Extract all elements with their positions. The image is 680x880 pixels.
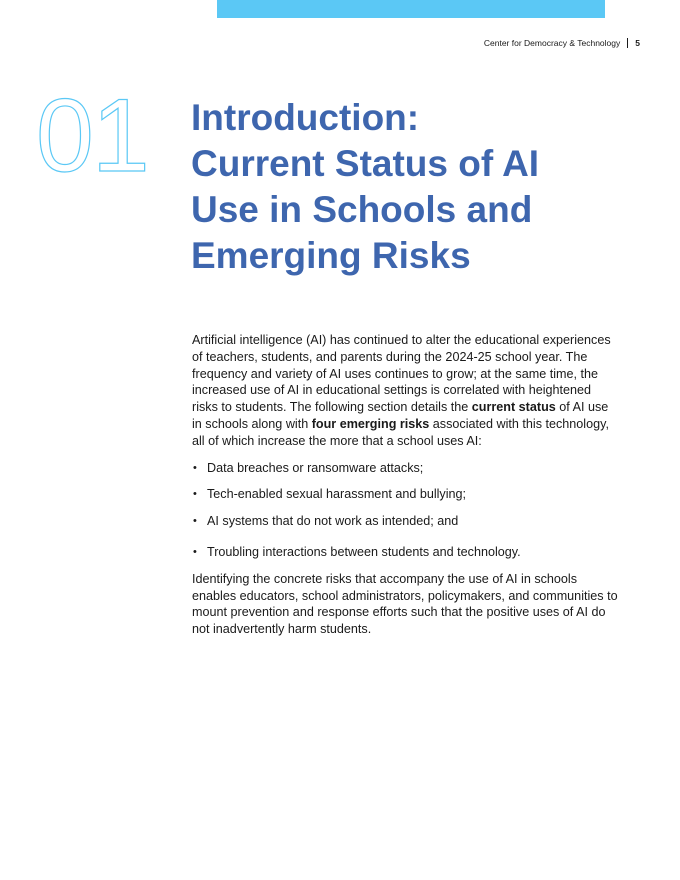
- title-line: Use in Schools and: [191, 189, 533, 230]
- list-item: • Data breaches or ransomware attacks;: [192, 460, 620, 477]
- top-accent-bar: [217, 0, 605, 18]
- closing-paragraph: Identifying the concrete risks that accompany the use of AI in schools enables educators, school administrators, policymakers, and communities to mount prevention and response efforts such that the positive uses of AI do not inadvertently harm students.: [192, 571, 618, 637]
- chapter-title: [191, 95, 611, 279]
- intro-paragraph: [192, 332, 620, 450]
- organization-name: Center for Democracy & Technology: [483, 38, 621, 48]
- chapter-number: 01: [36, 78, 148, 194]
- intro-text: associated with this technology, all of which increase the more that a school uses AI:: [192, 416, 609, 448]
- risk-list: [192, 460, 620, 561]
- emphasis-four-risks: four emerging risks: [311, 416, 430, 431]
- header-divider: [627, 38, 628, 48]
- running-header: [484, 38, 640, 48]
- list-item: • Tech-enabled sexual harassment and bullying;: [192, 486, 620, 503]
- emphasis-current-status: current status: [471, 400, 556, 415]
- title-line: Current Status of AI: [191, 143, 540, 184]
- page-number: 5: [635, 38, 640, 48]
- body-text: [192, 332, 620, 638]
- list-item: • AI systems that do not work as intended; and: [192, 513, 620, 530]
- title-line: Emerging Risks: [191, 235, 471, 276]
- title-line: Introduction:: [191, 97, 420, 138]
- list-item: • Troubling interactions between students and technology.: [192, 544, 620, 561]
- intro-text: of AI use in schools along with: [192, 400, 609, 431]
- intro-text: Artificial intelligence (AI) has continued to alter the educational experiences of teachers, students, and parents during the 2024-25 school year. The frequency and variety of AI uses continues to grow; at the same time, the increased use of AI in educational settings is correlated with heightened risks to students. The following section details the: [192, 333, 611, 415]
